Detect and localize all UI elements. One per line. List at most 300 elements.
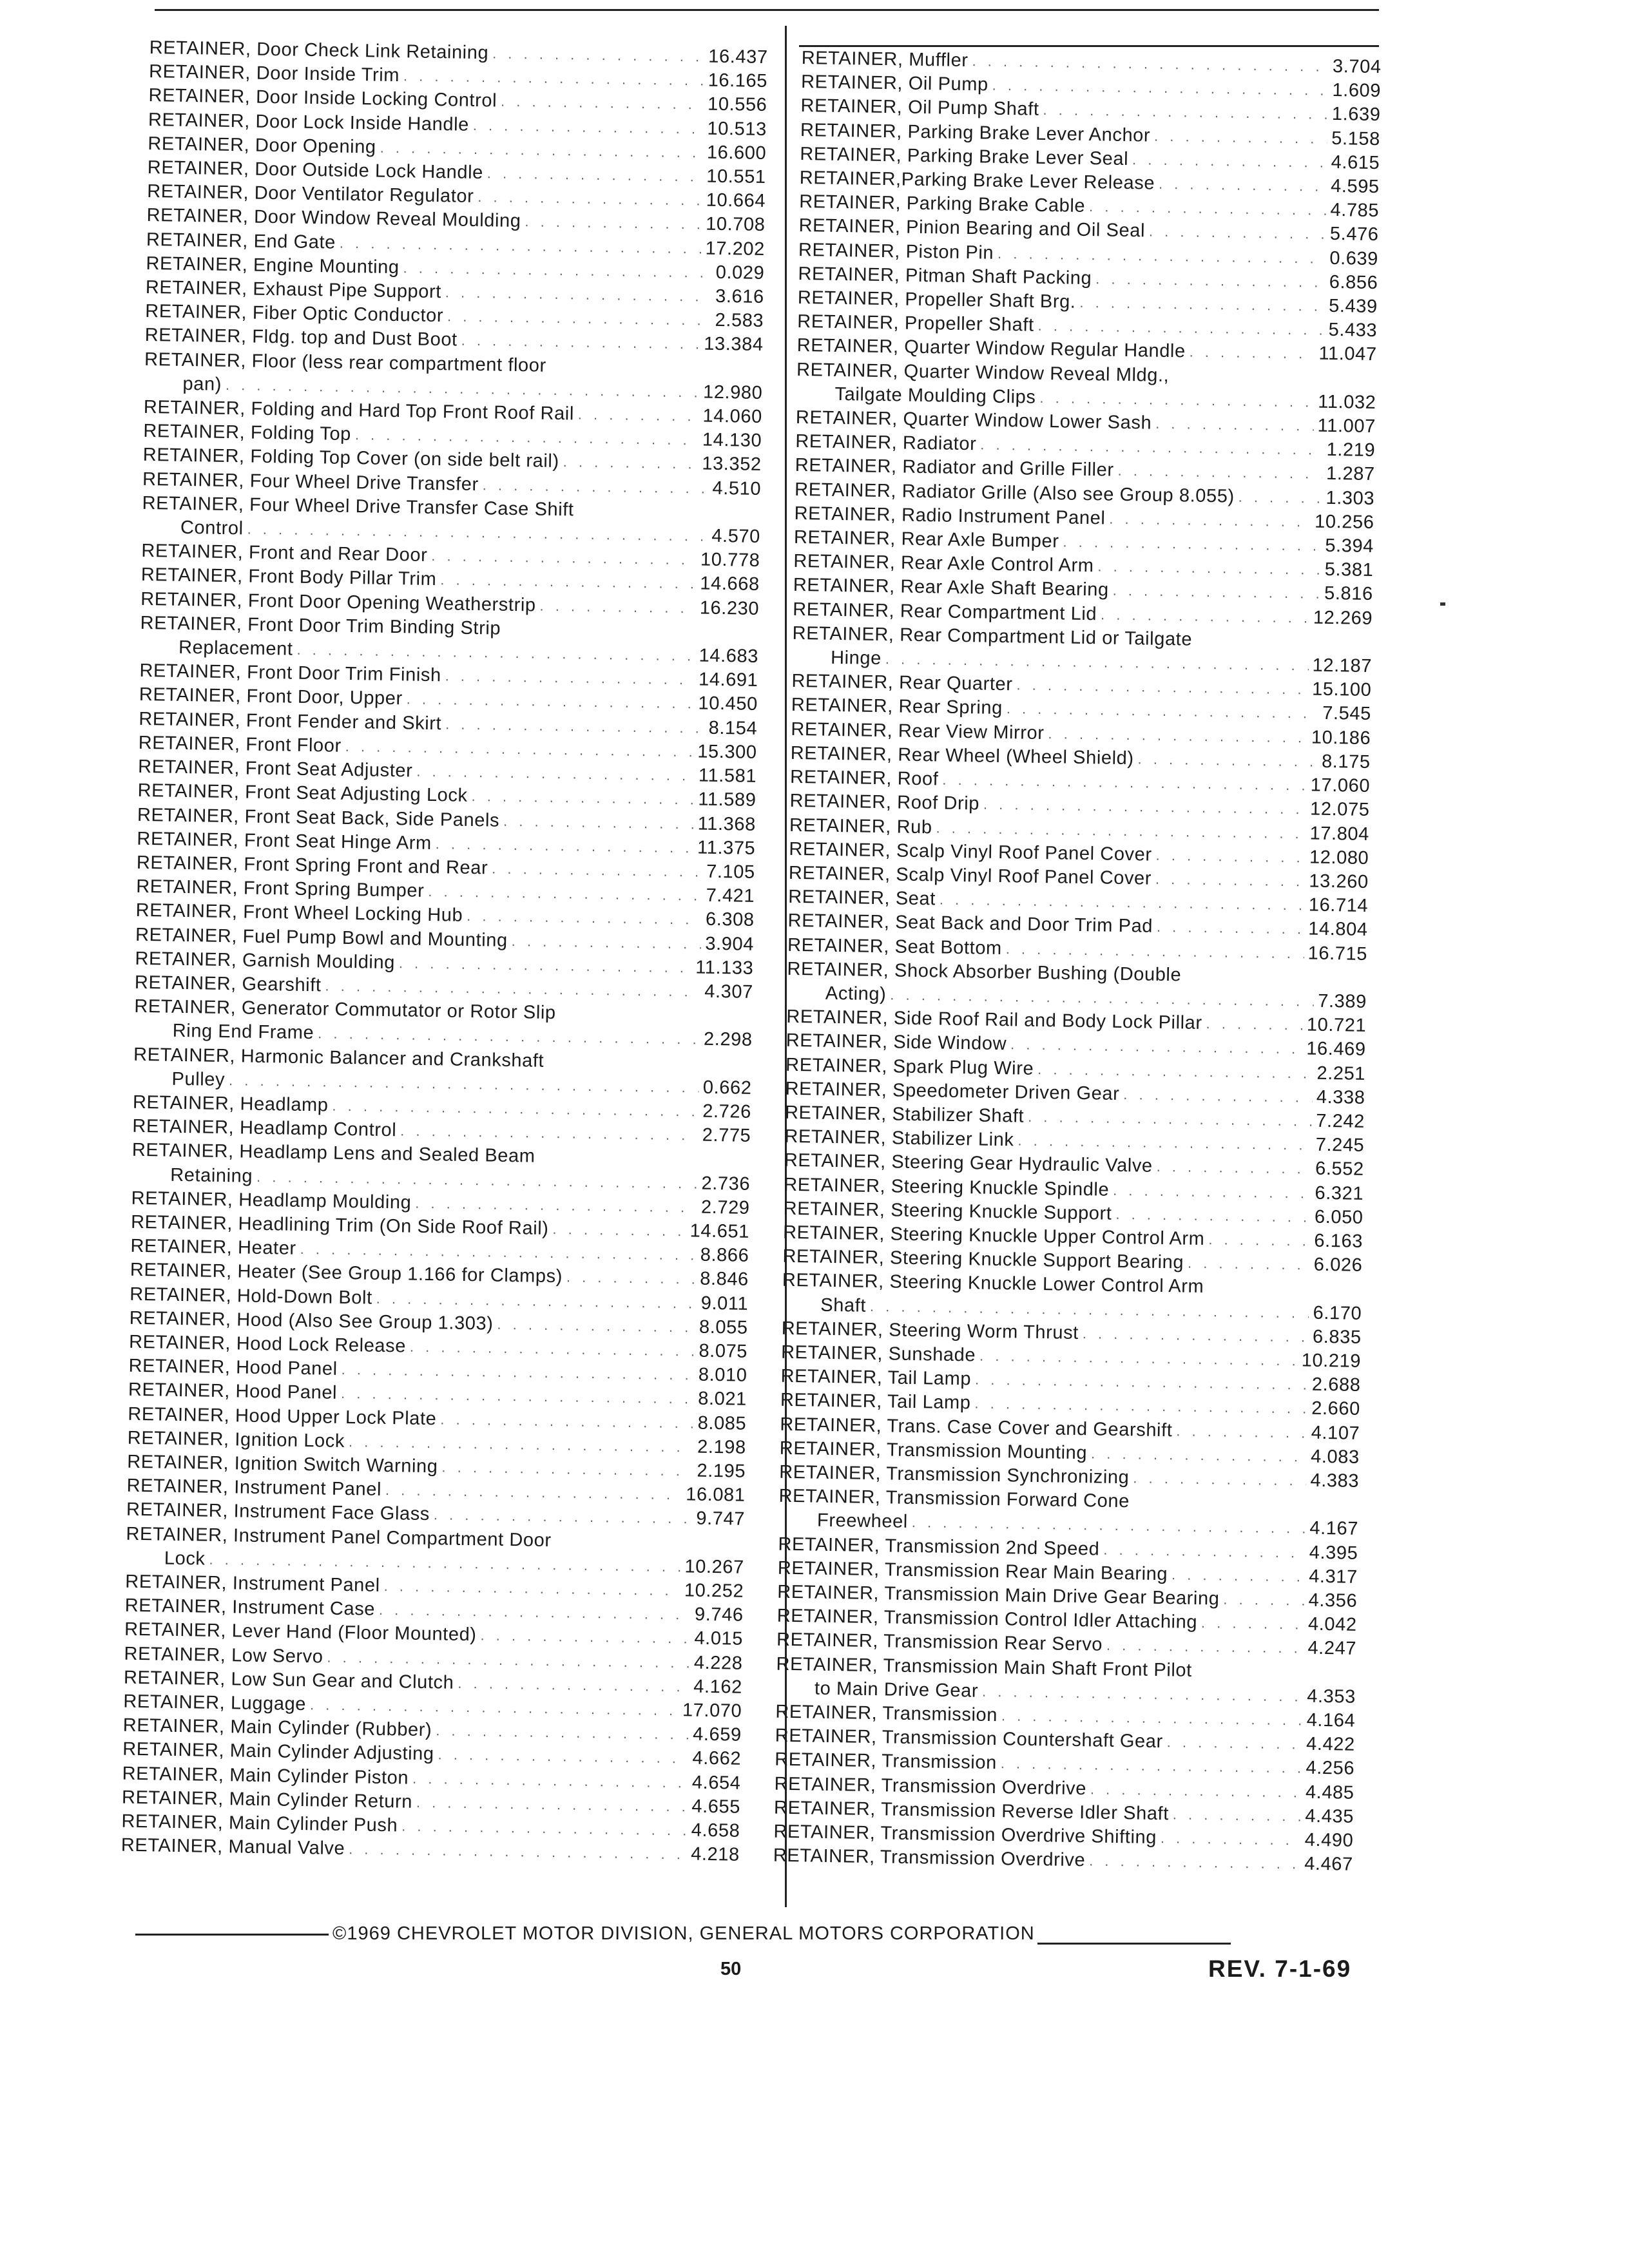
dot-leader [445, 664, 695, 692]
group-number: 8.085 [697, 1412, 747, 1434]
group-number: 4.467 [1304, 1853, 1354, 1876]
group-number: 13.260 [1309, 870, 1369, 892]
group-number: 4.570 [711, 525, 761, 548]
dot-leader [1201, 1611, 1305, 1637]
entry-label: RETAINER, Rear Spring [791, 695, 1003, 719]
dot-leader [440, 1407, 694, 1435]
dot-leader [1206, 1012, 1303, 1037]
group-number: 8.154 [708, 717, 758, 739]
group-number: 11.581 [698, 765, 757, 787]
group-number: 15.100 [1311, 678, 1372, 701]
top-rule [155, 9, 1379, 11]
dot-leader [458, 1671, 689, 1699]
entry-label: RETAINER, Door Outside Lock Handle [147, 157, 484, 184]
index-entry [787, 957, 1367, 1015]
entry-label: RETAINER, Steering Knuckle Support Bearing [782, 1245, 1184, 1273]
entry-label-continuation: Control [180, 517, 244, 539]
dot-leader [1101, 602, 1309, 629]
group-number: 15.300 [697, 741, 757, 763]
entry-label: RETAINER, Steering Gear Hydraulic Valve [784, 1150, 1153, 1177]
group-number: 9.746 [694, 1604, 744, 1626]
dot-leader [349, 1837, 688, 1866]
group-number: 4.422 [1306, 1733, 1355, 1756]
entry-label: RETAINER, Transmission Main Drive Gear Bearing [777, 1581, 1220, 1610]
group-number: 6.321 [1315, 1182, 1364, 1204]
entry-label: RETAINER, Ignition Switch Warning [126, 1451, 438, 1477]
dot-leader [467, 904, 702, 932]
entry-label: RETAINER, Door Inside Locking Control [148, 85, 497, 111]
dot-leader [438, 1743, 689, 1771]
group-number: 6.050 [1314, 1206, 1364, 1228]
group-number: 8.055 [699, 1316, 748, 1338]
entry-label: RETAINER, Folding and Hard Top Front Roof Rail [143, 396, 575, 425]
group-number: 16.600 [706, 142, 767, 164]
dot-leader [1115, 1202, 1311, 1229]
footer-rule-right [1037, 1943, 1231, 1945]
group-number: 16.081 [685, 1484, 746, 1506]
entry-label: RETAINER, Oil Pump Shaft [800, 95, 1039, 120]
dot-leader [1079, 291, 1325, 318]
dot-leader [1176, 1419, 1307, 1445]
footer-rule-left [135, 1934, 329, 1936]
group-number: 7.545 [1322, 703, 1372, 725]
dot-leader [1155, 412, 1314, 438]
entry-label: RETAINER, Manual Valve [120, 1834, 345, 1860]
group-number: 4.107 [1311, 1422, 1360, 1444]
group-number: 2.736 [701, 1173, 751, 1195]
entry-label: RETAINER, Headlamp Lens and Sealed Beam [131, 1140, 535, 1167]
entry-label-continuation: Acting) [825, 983, 887, 1005]
entry-label: RETAINER, Front Spring Front and Rear [136, 852, 488, 879]
group-number: 2.726 [702, 1100, 752, 1122]
entry-label: RETAINER, Door Check Link Retaining [149, 37, 489, 64]
entry-label: RETAINER, Transmission [774, 1749, 998, 1774]
dot-leader [441, 1455, 693, 1483]
entry-label: RETAINER, Front Seat Back, Side Panels [137, 804, 500, 831]
entry-label: RETAINER, Headlining Trim (On Side Roof Rail) [130, 1211, 549, 1239]
entry-label: RETAINER, Main Cylinder Piston [122, 1763, 409, 1789]
entry-label: RETAINER, Hood Upper Lock Plate [128, 1403, 437, 1429]
dot-leader [1109, 506, 1311, 533]
group-number: 10.256 [1314, 511, 1374, 533]
group-number: 6.026 [1313, 1254, 1363, 1276]
entry-label-continuation: Freewheel [816, 1510, 909, 1533]
entry-label: RETAINER, Stabilizer Shaft [784, 1102, 1025, 1127]
group-number: 8.866 [700, 1244, 749, 1267]
entry-label: RETAINER, Quarter Window Reveal Mldg., [796, 359, 1170, 386]
group-number: 12.187 [1312, 655, 1373, 677]
right-index-column [773, 46, 1382, 1877]
dot-leader [461, 329, 700, 356]
entry-label: RETAINER, Main Cylinder Adjusting [122, 1739, 434, 1765]
entry-label-continuation: Tailgate Moulding Clips [834, 383, 1036, 408]
group-number: 4.256 [1306, 1758, 1355, 1780]
entry-label: RETAINER, Door Inside Trim [148, 61, 400, 86]
entry-label: RETAINER, Hold-Down Bolt [130, 1283, 373, 1309]
group-number: 4.655 [691, 1796, 741, 1818]
group-number: 14.130 [702, 429, 762, 452]
entry-label: RETAINER, Tail Lamp [780, 1390, 971, 1414]
entry-label: RETAINER, Four Wheel Drive Transfer [142, 468, 479, 495]
dot-leader [480, 1624, 690, 1651]
group-number: 4.353 [1307, 1686, 1356, 1707]
index-entry [776, 1652, 1356, 1709]
group-number: 11.007 [1317, 415, 1376, 437]
dot-leader [473, 113, 704, 141]
group-number: 11.589 [698, 789, 757, 811]
group-number: 4.247 [1307, 1638, 1357, 1660]
group-number: 4.218 [690, 1843, 740, 1865]
dot-leader [1083, 1321, 1309, 1349]
dot-leader [1112, 579, 1320, 606]
group-number: 6.835 [1312, 1326, 1362, 1348]
entry-label: RETAINER, Pinion Bearing and Oil Seal [798, 215, 1146, 242]
entry-label: RETAINER, Parking Brake Cable [798, 191, 1086, 217]
entry-label: RETAINER, Door Ventilator Regulator [146, 181, 474, 207]
entry-label: RETAINER, Sunshade [780, 1341, 976, 1366]
entry-label-continuation: Replacement [178, 637, 293, 660]
copyright-footer [135, 1923, 1405, 1945]
dot-leader [501, 90, 704, 117]
group-number: 4.015 [694, 1628, 744, 1650]
group-number: 16.437 [708, 46, 768, 68]
entry-label: RETAINER, Transmission Forward Cone [778, 1485, 1130, 1512]
group-number: 2.688 [1311, 1374, 1361, 1396]
index-entry [796, 358, 1376, 416]
group-number: 1.303 [1325, 487, 1375, 509]
entry-label: RETAINER, Front Seat Hinge Arm [137, 828, 432, 854]
group-number: 9.011 [700, 1293, 749, 1314]
entry-label: RETAINER, Rear View Mirror [791, 718, 1045, 744]
entry-label-continuation: Shaft [820, 1294, 867, 1316]
entry-label: RETAINER, Radio Instrument Panel [794, 503, 1106, 529]
group-number: 13.384 [704, 334, 764, 356]
group-number: 14.804 [1308, 918, 1368, 941]
dot-leader [1189, 340, 1315, 366]
dot-leader [1157, 915, 1305, 941]
group-number: 10.267 [684, 1556, 745, 1578]
entry-label: RETAINER, Fiber Optic Conductor [145, 301, 444, 327]
entry-label: RETAINER, Front Spring Bumper [136, 876, 425, 901]
entry-label: RETAINER, Transmission Overdrive [774, 1773, 1087, 1799]
group-number: 10.252 [684, 1580, 744, 1602]
entry-label: RETAINER, Hood Lock Release [128, 1331, 407, 1357]
dot-leader [1095, 267, 1325, 294]
group-number: 8.021 [698, 1389, 747, 1410]
entry-label: RETAINER, Front Door Trim Finish [139, 660, 441, 686]
entry-label: RETAINER, Low Servo [124, 1643, 323, 1667]
dot-leader [497, 1312, 695, 1339]
entry-label: RETAINER, Roof [789, 766, 939, 790]
group-number: 5.439 [1328, 295, 1378, 318]
dot-leader [1155, 867, 1306, 894]
entry-label: RETAINER, Rear Axle Bumper [793, 526, 1059, 552]
entry-label: RETAINER, Piston Pin [798, 239, 994, 264]
group-number: 6.308 [705, 909, 755, 931]
group-number: 5.816 [1324, 583, 1374, 605]
group-number: 14.691 [698, 669, 758, 691]
entry-label: RETAINER, Instrument Panel [125, 1571, 380, 1596]
dot-leader [1156, 1155, 1311, 1181]
entry-label: RETAINER, Seat Back and Door Trim Pad [787, 910, 1153, 937]
entry-label: RETAINER, Side Roof Rail and Body Lock Pillar [786, 1006, 1202, 1034]
dot-leader [1171, 1562, 1306, 1588]
group-number: 8.010 [698, 1364, 747, 1386]
group-number: 7.242 [1316, 1110, 1365, 1132]
entry-label: RETAINER, Rear Quarter [791, 671, 1013, 695]
dot-leader [492, 856, 702, 883]
entry-label: RETAINER, Harmonic Balancer and Crankshaft [133, 1044, 545, 1072]
group-number: 10.778 [700, 549, 760, 572]
index-entry [133, 995, 753, 1052]
group-number: 4.167 [1309, 1518, 1359, 1540]
group-number: 8.846 [699, 1269, 749, 1291]
group-number: 7.389 [1317, 990, 1367, 1012]
group-number: 16.230 [699, 597, 760, 619]
group-number: 12.075 [1309, 798, 1370, 821]
entry-label: RETAINER, Front Floor [138, 732, 342, 756]
entry-label: RETAINER, Propeller Shaft Brg. [797, 287, 1076, 312]
dot-leader [1090, 1777, 1302, 1804]
entry-label: RETAINER, Rear Compartment Lid or Tailgate [792, 622, 1193, 650]
entry-label: RETAINER, Front and Rear Door [141, 541, 428, 566]
entry-label: RETAINER, Hood Panel [128, 1355, 338, 1380]
group-number: 2.198 [697, 1436, 746, 1458]
entry-label: RETAINER, Radiator Grille (Also see Group 8.055) [794, 479, 1235, 507]
group-number: 4.307 [704, 981, 754, 1003]
group-number: 16.165 [708, 70, 768, 92]
group-number: 10.513 [707, 118, 767, 140]
dot-leader [578, 403, 699, 428]
group-number: 17.804 [1309, 823, 1370, 845]
group-number: 1.287 [1325, 463, 1375, 485]
group-number: 7.245 [1315, 1134, 1365, 1157]
group-number: 14.668 [700, 573, 760, 595]
group-number: 17.202 [705, 238, 766, 260]
entry-label: RETAINER, Steering Worm Thrust [781, 1318, 1079, 1343]
group-number: 3.704 [1332, 55, 1382, 78]
dot-leader [539, 593, 696, 620]
group-number: 10.219 [1301, 1350, 1362, 1372]
group-number: 16.714 [1308, 894, 1369, 917]
group-number: 4.317 [1308, 1566, 1358, 1588]
entry-label-continuation: Lock [164, 1548, 206, 1570]
entry-label: RETAINER, Lever Hand (Floor Mounted) [124, 1619, 477, 1646]
group-number: 4.435 [1305, 1805, 1354, 1827]
group-number: 4.338 [1316, 1086, 1365, 1108]
entry-label: RETAINER, Four Wheel Drive Transfer Case Shift [142, 492, 574, 521]
dot-leader [566, 1265, 697, 1291]
entry-label: RETAINER, Trans. Case Cover and Gearshift [780, 1414, 1173, 1441]
entry-label: RETAINER, Pitman Shaft Packing [798, 263, 1092, 289]
group-number: 4.654 [691, 1772, 741, 1794]
dot-leader [431, 544, 697, 572]
group-number: 10.721 [1306, 1014, 1367, 1037]
group-number: 14.060 [702, 405, 763, 428]
group-number: 2.251 [1316, 1062, 1366, 1084]
group-number: 4.356 [1308, 1590, 1358, 1611]
dot-leader [1166, 1730, 1302, 1756]
entry-label: RETAINER,Parking Brake Lever Release [799, 167, 1155, 194]
entry-label: RETAINER, Headlamp Control [132, 1115, 397, 1141]
entry-label: RETAINER, Tail Lamp [780, 1365, 972, 1390]
entry-label: RETAINER, Transmission Rear Servo [776, 1629, 1103, 1656]
group-number: 10.708 [705, 214, 766, 236]
dot-leader [436, 832, 694, 860]
entry-label: RETAINER, Front Wheel Locking Hub [135, 900, 463, 927]
entry-label: RETAINER, End Gate [146, 229, 336, 253]
group-number: 7.421 [706, 885, 755, 907]
group-number: 1.609 [1332, 80, 1382, 102]
dot-leader [1123, 1082, 1313, 1110]
entry-label: RETAINER, Front Seat Adjuster [137, 756, 413, 782]
dot-leader [1097, 555, 1321, 582]
entry-label: RETAINER, Folding Top Cover (on side belt rail) [142, 445, 560, 472]
entry-label: RETAINER, Transmission Reverse Idler Shaft [773, 1797, 1170, 1825]
entry-label: RETAINER, Floor (less rear compartment floor [144, 349, 547, 376]
dot-leader [1149, 220, 1327, 247]
group-number: 0.662 [702, 1077, 752, 1099]
entry-label: RETAINER, Parking Brake Lever Anchor [800, 119, 1151, 146]
entry-label: RETAINER, Muffler [801, 47, 969, 72]
entry-label: RETAINER, Front Body Pillar Trim [140, 564, 437, 590]
entry-label: RETAINER, Instrument Panel Compartment Door [126, 1523, 552, 1551]
group-number: 12.980 [702, 381, 763, 403]
group-number: 11.375 [697, 837, 756, 859]
group-number: 1.219 [1326, 439, 1376, 461]
entry-label: RETAINER, Heater (See Group 1.166 for Clamps) [130, 1260, 563, 1287]
dot-leader [1208, 1227, 1311, 1253]
entry-label: RETAINER, Front Seat Adjusting Lock [137, 780, 468, 807]
dot-leader [1113, 1178, 1311, 1205]
entry-label-continuation: Retaining [169, 1164, 253, 1187]
group-number: 11.133 [695, 957, 754, 979]
group-number: 4.615 [1331, 151, 1380, 173]
entry-label: RETAINER, Fldg. top and Dust Boot [144, 325, 458, 351]
group-number: 4.395 [1309, 1542, 1358, 1564]
dot-leader [477, 185, 702, 213]
group-number: 4.228 [693, 1652, 743, 1674]
dot-leader [1089, 1849, 1301, 1876]
entry-label: RETAINER, Steering Knuckle Support [783, 1198, 1112, 1224]
group-number: 9.747 [696, 1508, 746, 1530]
group-number: 3.904 [705, 933, 755, 955]
entry-label: RETAINER, Steering Knuckle Lower Control Arm [782, 1270, 1204, 1298]
dot-leader [525, 210, 702, 237]
entry-label: RETAINER, Gearshift [134, 972, 322, 996]
entry-label: RETAINER, Transmission 2nd Speed [778, 1533, 1100, 1560]
group-number: 5.476 [1329, 224, 1379, 245]
entry-label: RETAINER, Hood (Also See Group 1.303) [129, 1307, 494, 1334]
dot-leader [440, 568, 697, 596]
entry-label: RETAINER, Propeller Shaft [797, 311, 1034, 336]
dot-leader [552, 1217, 686, 1243]
entry-label: RETAINER, Rear Axle Control Arm [793, 551, 1094, 577]
entry-label: RETAINER, Transmission [775, 1701, 998, 1726]
group-number: 4.162 [693, 1676, 743, 1698]
entry-label: RETAINER, Transmission Main Shaft Front Pilot [776, 1653, 1193, 1681]
entry-label: RETAINER, Quarter Window Lower Sash [795, 407, 1152, 434]
group-number: 8.075 [699, 1340, 748, 1362]
entry-label: RETAINER, Instrument Face Glass [126, 1499, 430, 1525]
entry-label: RETAINER, Quarter Window Regular Handle [796, 335, 1186, 362]
entry-label: RETAINER, Transmission Mounting [779, 1437, 1088, 1464]
group-number: 2.775 [702, 1124, 751, 1147]
entry-label-continuation: pan) [182, 373, 222, 395]
entry-label: RETAINER, Steering Knuckle Upper Control Arm [782, 1222, 1205, 1250]
entry-label: RETAINER, Radiator [795, 431, 977, 455]
group-number: 10.186 [1311, 727, 1371, 749]
entry-label-continuation: Ring End Frame [172, 1021, 314, 1044]
group-number: 7.105 [706, 861, 755, 883]
entry-label-continuation: Hinge [830, 647, 882, 669]
entry-label: RETAINER, Scalp Vinyl Roof Panel Cover [788, 862, 1152, 889]
dot-leader [1159, 172, 1327, 198]
entry-label-continuation: Pulley [171, 1068, 226, 1090]
dot-leader [1173, 1802, 1302, 1828]
group-number: 0.639 [1329, 247, 1379, 269]
group-number: 10.664 [706, 189, 766, 212]
entry-label: RETAINER, Rear Wheel (Wheel Shield) [790, 742, 1134, 769]
entry-label: RETAINER, Steering Knuckle Spindle [784, 1174, 1110, 1200]
group-number: 4.490 [1304, 1829, 1354, 1851]
dot-leader [1223, 1588, 1305, 1613]
dot-leader [563, 450, 698, 476]
group-number: 4.658 [691, 1820, 740, 1841]
entry-label: RETAINER, Instrument Case [124, 1595, 376, 1620]
group-number: 5.394 [1325, 535, 1374, 557]
group-number: 14.683 [699, 645, 759, 668]
entry-label: RETAINER, Door Window Reveal Moulding [146, 205, 521, 232]
entry-label: RETAINER, Rear Compartment Lid [793, 599, 1097, 624]
entry-label: RETAINER, Transmission Synchronizing [778, 1461, 1130, 1488]
entry-label: RETAINER, Rear Axle Shaft Bearing [793, 575, 1109, 601]
dot-leader [445, 280, 712, 309]
group-number: 16.469 [1306, 1038, 1366, 1061]
entry-label: RETAINER, Luggage [123, 1691, 307, 1715]
group-number: 0.029 [715, 262, 765, 284]
group-number: 2.195 [697, 1460, 746, 1482]
dot-leader [1188, 1251, 1310, 1277]
group-number: 4.662 [692, 1747, 742, 1770]
dot-leader [436, 1719, 689, 1747]
entry-label: RETAINER, Low Sun Gear and Clutch [123, 1667, 454, 1693]
dot-leader [1137, 747, 1318, 774]
dot-leader [447, 305, 711, 333]
group-number: 4.164 [1306, 1709, 1356, 1731]
entry-label: RETAINER, Door Lock Inside Handle [148, 109, 470, 135]
dot-leader [1103, 1537, 1306, 1564]
group-number: 4.485 [1305, 1782, 1354, 1803]
dot-leader [492, 41, 705, 68]
group-number: 2.583 [715, 310, 764, 332]
entry-label: RETAINER, Scalp Vinyl Roof Panel Cover [789, 838, 1152, 865]
group-number: 17.070 [682, 1700, 742, 1722]
entry-label: RETAINER, Front Fender and Skirt [139, 708, 442, 734]
entry-label: RETAINER, Speedometer Driven Gear [785, 1078, 1120, 1104]
entry-label: RETAINER, Front Door Opening Weatherstrip [140, 588, 536, 616]
right-column-top-rule [799, 45, 1379, 47]
entry-label: RETAINER, Main Cylinder Push [121, 1811, 398, 1836]
group-number: 2.729 [700, 1196, 750, 1218]
entry-label: RETAINER, Seat [788, 886, 936, 910]
revision-date: REV. 7-1-69 [1208, 1956, 1352, 1982]
dot-leader [434, 1503, 693, 1532]
group-number: 4.785 [1330, 200, 1380, 222]
entry-label: RETAINER, Radiator and Grille Filler [795, 455, 1114, 481]
entry-label: RETAINER, Fuel Pump Bowl and Mounting [135, 924, 508, 951]
group-number: 6.552 [1315, 1158, 1364, 1180]
